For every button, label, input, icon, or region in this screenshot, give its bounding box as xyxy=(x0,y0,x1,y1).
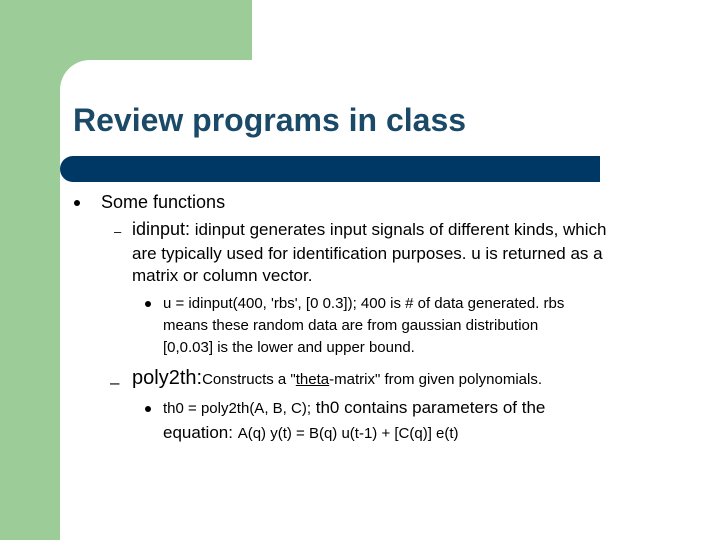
poly2th-sub-code: th0 = poly2th(A, B, C); xyxy=(163,400,311,417)
decorative-green-strip xyxy=(0,0,60,540)
idinput-line1 xyxy=(132,219,607,240)
title-underline-bar xyxy=(60,156,600,182)
idinput-line2: are typically used for identification purposes. u is returned as a xyxy=(132,244,603,263)
idinput-sub-line2: means these random data are from gaussian distribution xyxy=(163,317,539,334)
poly2th-desc-after: -matrix" from given polynomials. xyxy=(329,371,543,388)
idinput-name: idinput: xyxy=(132,219,191,239)
poly2th-sub-equation-label: equation: xyxy=(163,423,238,442)
poly2th-name: poly2th: xyxy=(132,367,203,389)
bullet-some-functions: Some functions xyxy=(101,192,226,212)
bullet-dot xyxy=(74,200,80,206)
poly2th-sub-mid: th0 contains parameters of the xyxy=(311,398,546,417)
dash-marker: – xyxy=(114,224,122,239)
poly2th-sub-line2 xyxy=(163,423,459,443)
idinput-line3: matrix or column vector. xyxy=(132,266,313,285)
dash-marker: – xyxy=(110,373,120,392)
idinput-desc-1: idinput generates input signals of different kinds, which xyxy=(190,220,607,239)
poly2th-sub-line1 xyxy=(163,398,545,418)
poly2th-line xyxy=(132,367,542,390)
idinput-sub-line1: u = idinput(400, 'rbs', [0 0.3]); 400 is # of data generated. rbs xyxy=(163,295,565,312)
bullet-dot xyxy=(145,406,151,412)
bullet-dot xyxy=(145,301,151,307)
poly2th-desc-before: Constructs a " xyxy=(202,371,296,388)
poly2th-sub-equation: A(q) y(t) = B(q) u(t-1) + [C(q)] e(t) xyxy=(237,425,459,442)
slide-title: Review programs in class xyxy=(73,102,467,138)
poly2th-desc-theta: theta xyxy=(295,371,330,388)
idinput-sub-line3: [0,0.03] is the lower and upper bound. xyxy=(163,339,415,356)
